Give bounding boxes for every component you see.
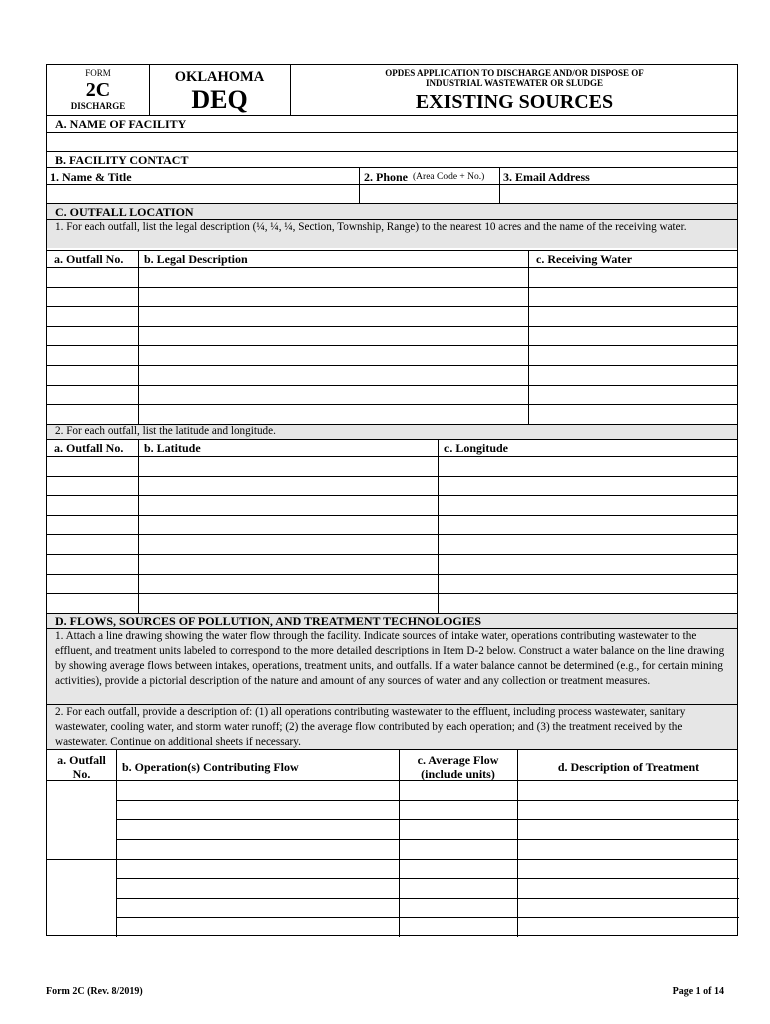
table2-header-latitude: b. Latitude [144, 441, 201, 455]
form-revision: Form 2C (Rev. 8/2019) [46, 986, 143, 997]
flow-outfall-no-cell-2[interactable] [47, 860, 116, 937]
table2-header-longitude: c. Longitude [444, 441, 509, 455]
operations-cells[interactable] [117, 781, 399, 937]
contact-name-field[interactable] [47, 185, 359, 203]
form-number: 2C [85, 79, 111, 101]
contact-name-title-label: 1. Name & Title [50, 170, 132, 184]
agency-name: DEQ [191, 85, 248, 114]
legal-description-cells[interactable] [139, 268, 528, 424]
table1-header-outfall: a. Outfall No. [54, 252, 124, 266]
outfall-description-instruction: 2. For each outfall, provide a description of: (1) all operations contributing wastewater to the effluent, including process wastewater, sanitary wastewater, cooling water, and storm water runoff; (2) the average flow contributed by each operation; and (3) the treatment received by the wastewater. Continue on additional sheets if necessary. [55, 706, 686, 748]
table3-header-outfall-2: No. [72, 767, 91, 781]
rule [47, 151, 737, 152]
form-2c-page [46, 64, 738, 936]
table1-header-legal: b. Legal Description [144, 252, 248, 266]
form-type: DISCHARGE [70, 101, 126, 111]
legal-outfall-no-cells[interactable] [47, 268, 138, 424]
section-d-heading: D. FLOWS, SOURCES OF POLLUTION, AND TREATMENT TECHNOLOGIES [55, 614, 482, 628]
contact-email-label: 3. Email Address [503, 170, 590, 184]
latitude-cells[interactable] [139, 457, 438, 613]
form-title: EXISTING SOURCES [415, 91, 614, 113]
table2-header-outfall: a. Outfall No. [54, 441, 124, 455]
section-a-heading: A. NAME OF FACILITY [55, 117, 187, 131]
rule [47, 439, 737, 440]
table3-header-flow-2: (include units) [421, 767, 495, 781]
rule [47, 250, 737, 251]
facility-name-field[interactable] [47, 133, 739, 151]
section-b-heading: B. FACILITY CONTACT [55, 153, 189, 167]
application-line-1: OPDES APPLICATION TO DISCHARGE AND/OR DISPOSE OF [385, 68, 644, 78]
average-flow-cells[interactable] [400, 781, 517, 937]
application-line-2: INDUSTRIAL WASTEWATER OR SLUDGE [426, 78, 603, 88]
lat-long-instruction: 2. For each outfall, list the latitude and longitude. [55, 425, 276, 437]
contact-phone-field[interactable] [360, 185, 499, 203]
table3-header-flow-1: c. Average Flow [417, 753, 499, 767]
contact-phone-label: 2. Phone [364, 170, 409, 184]
rule [47, 115, 737, 116]
page-number: Page 1 of 14 [672, 986, 724, 997]
flow-outfall-no-cell-1[interactable] [47, 781, 116, 859]
table3-header-treatment: d. Description of Treatment [557, 760, 700, 774]
rule [47, 749, 737, 750]
contact-phone-hint: (Area Code + No.) [413, 172, 485, 182]
latlong-outfall-no-cells[interactable] [47, 457, 138, 613]
outfall-legal-instruction: 1. For each outfall, list the legal description (¼, ¼, ¼, Section, Township, Range) to the nearest 10 acres and the name of the receiving water. [55, 221, 687, 233]
treatment-description-cells[interactable] [518, 781, 739, 937]
table3-header-operations: b. Operation(s) Contributing Flow [122, 760, 299, 774]
section-c-heading: C. OUTFALL LOCATION [55, 205, 194, 219]
table3-header-outfall-1: a. Outfall [57, 753, 106, 767]
table1-header-receiving: c. Receiving Water [536, 252, 633, 266]
form-label: FORM [85, 68, 111, 78]
contact-email-field[interactable] [500, 185, 739, 203]
line-drawing-instruction: 1. Attach a line drawing showing the water flow through the facility. Indicate sources of intake water, operations contributing wastewater to the effluent, and treatment units labeled to correspond to the more detailed descriptions in Item D-2 below. Construct a water balance on the line drawing by showing average flows between intakes, operations, treatment units, and outfalls. If a water balance cannot be determined (e.g., for certain mining activities), provide a pictorial description of the nature and amount of any sources of water and any collection or treatment measures. [55, 630, 725, 687]
state-name: OKLAHOMA [174, 69, 265, 85]
longitude-cells[interactable] [439, 457, 739, 613]
receiving-water-cells[interactable] [529, 268, 739, 424]
rule [47, 167, 737, 168]
